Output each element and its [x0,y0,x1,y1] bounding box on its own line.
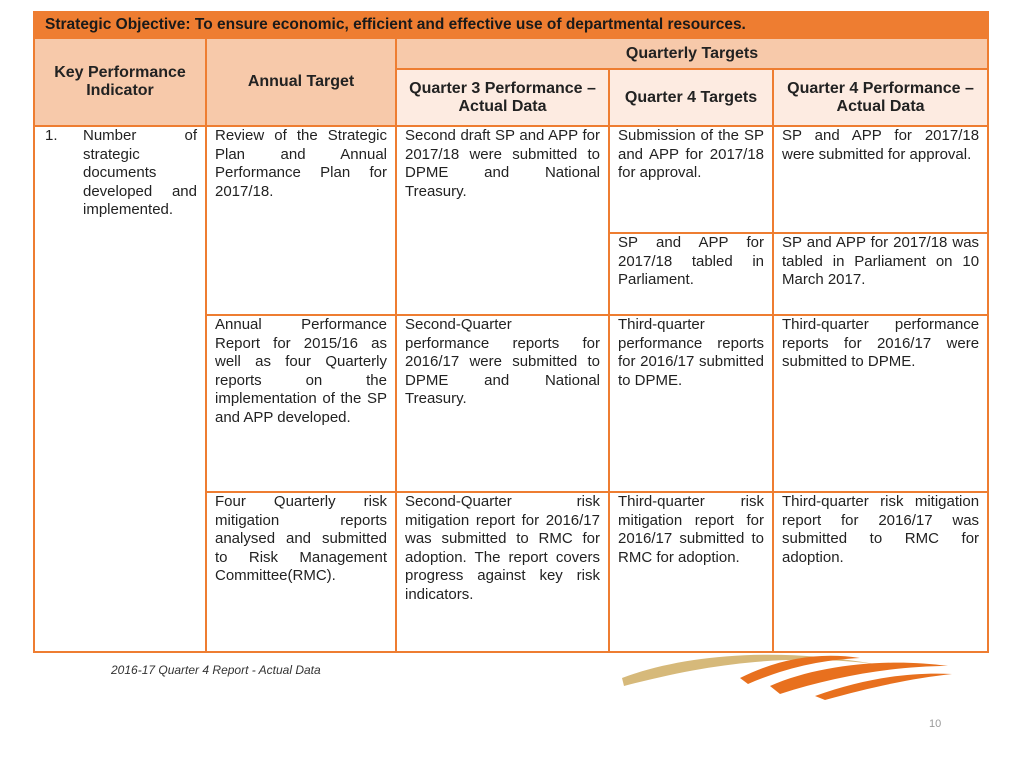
page-number: 10 [929,718,942,730]
annual-target-cell: Four Quarterly risk mitigation reports analysed and submitted to Risk Management Committee(RMC). [206,492,396,652]
q4-actual-header: Quarter 4 Performance – Actual Data [773,69,988,126]
q4-target-cell: Third-quarter risk mitigation report for 2016/17 submitted to RMC for adoption. [609,492,773,652]
kpi-cell [34,126,206,652]
q3-actual-cell: Second-Quarter risk mitigation report for 2016/17 was submitted to RMC for adoption. The report covers progress against key risk indicators. [396,492,609,652]
q4-target-cell: Third-quarter performance reports for 2016/17 submitted to DPME. [609,315,773,492]
kpi-number: 1. [45,127,58,144]
q3-actual-header: Quarter 3 Performance – Actual Data [396,69,609,126]
q4-actual-cell: SP and APP for 2017/18 was tabled in Parliament on 10 March 2017. [773,233,988,315]
q3-actual-cell: Second-Quarter performance reports for 2016/17 were submitted to DPME and National Treasury. [396,315,609,492]
footer-note: 2016-17 Quarter 4 Report - Actual Data [111,663,321,677]
swoosh-logo-icon [620,648,955,700]
annual-target-cell: Review of the Strategic Plan and Annual Performance Plan for 2017/18. [206,126,396,315]
q4-target-cell: Submission of the SP and APP for 2017/18 for approval. [609,126,773,233]
performance-table [33,11,989,653]
kpi-text: Number of strategic documents developed and implemented. [83,127,197,218]
q4-actual-cell: SP and APP for 2017/18 were submitted for approval. [773,126,988,233]
table-row [34,126,988,233]
q4-target-cell: SP and APP for 2017/18 tabled in Parliament. [609,233,773,315]
q4-actual-cell: Third-quarter performance reports for 2016/17 were submitted to DPME. [773,315,988,492]
kpi-header: Key Performance Indicator [34,38,206,126]
q4-actual-cell: Third-quarter risk mitigation report for 2016/17 was submitted to RMC for adoption. [773,492,988,652]
strategic-objective-heading: Strategic Objective: To ensure economic, efficient and effective use of departmental resources. [34,12,988,38]
q3-actual-cell: Second draft SP and APP for 2017/18 were submitted to DPME and National Treasury. [396,126,609,315]
annual-target-header: Annual Target [206,38,396,126]
annual-target-cell: Annual Performance Report for 2015/16 as well as four Quarterly reports on the implementation of the SP and APP developed. [206,315,396,492]
quarterly-targets-header: Quarterly Targets [396,38,988,69]
q4-target-header: Quarter 4 Targets [609,69,773,126]
